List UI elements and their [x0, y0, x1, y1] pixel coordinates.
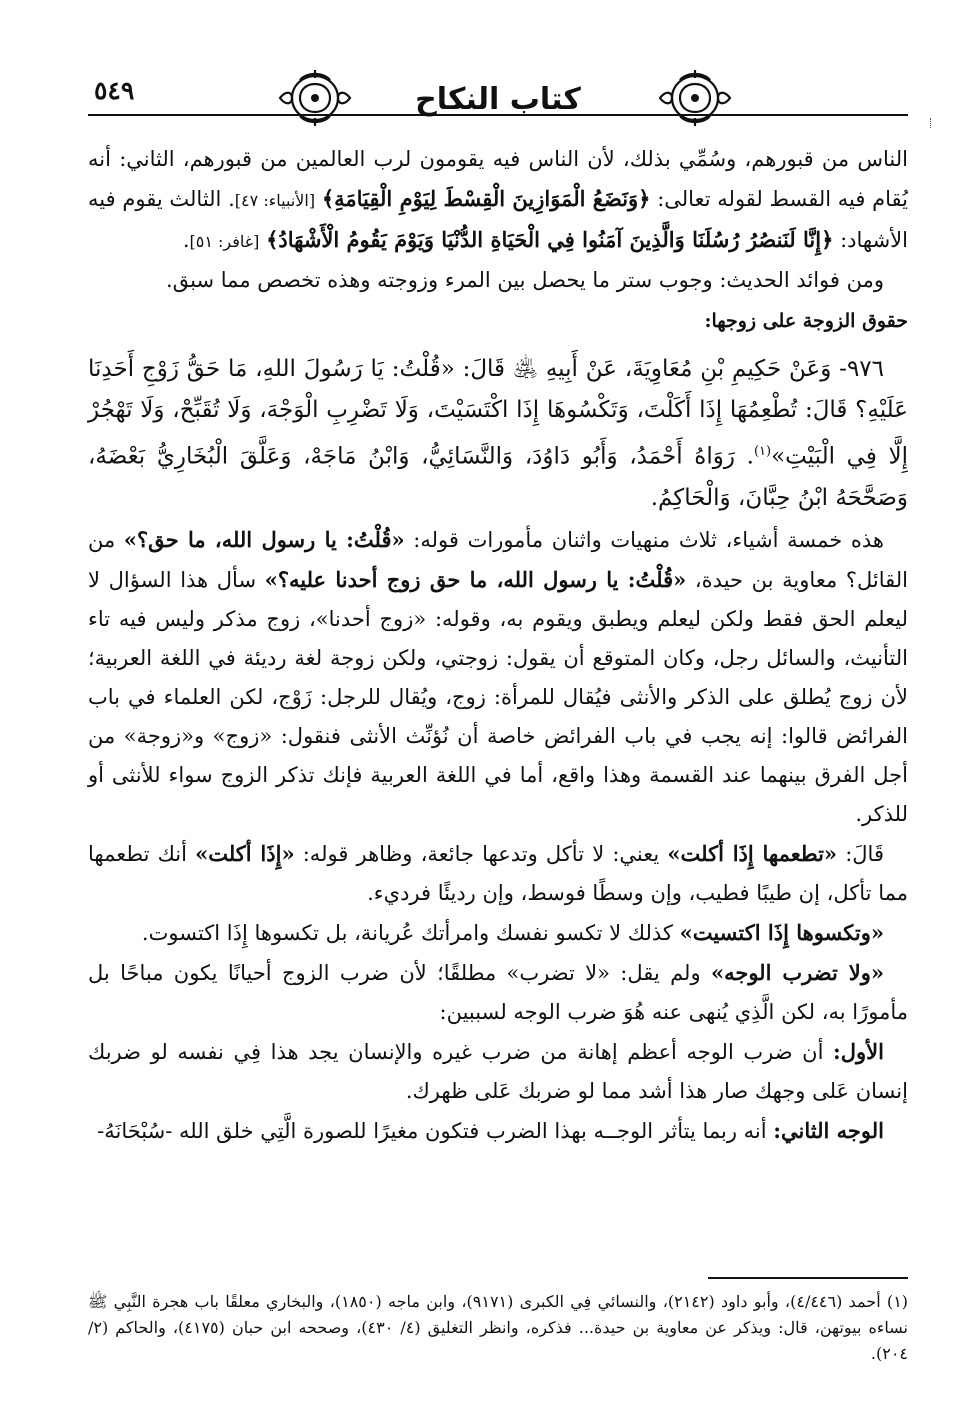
quran-ref-1: [الأنبياء: ٤٧] [234, 191, 316, 210]
intro-line-1: الناس من قبورهم، وسُمِّي بذلك، لأن الناس فيه يقومون لرب العالمين من قبورهم، الثاني: [119, 147, 908, 171]
commentary-text: قَالَ: [837, 841, 884, 866]
commentary-paragraph-4 [88, 953, 908, 1032]
commentary-text: من القائل؟ معاوية بن حيدة، [88, 527, 908, 592]
chapter-title: كتاب النكاح [415, 82, 581, 117]
arabesque-ornament-icon [278, 70, 352, 126]
commentary-text: أنه ربما يتأثر الوجــه بهذا الضرب فتكون مغيرًا للصورة الَّتِي خلق الله -سُبْحَانَهُ- [97, 1118, 774, 1143]
margin-mark [930, 118, 935, 128]
quoted-phrase: «ولا تضرب الوجه» [710, 959, 885, 985]
quoted-phrase: «قُلْتُ: يا رسول الله، ما حق؟» [123, 526, 405, 552]
commentary-paragraph-6 [88, 1111, 908, 1151]
footnote-1: (١) أحمد (٤/٤٤٦)، وأبو داود (٢١٤٢)، والنسائي فِي الكبرى (٩١٧١)، وابن ماجه (١٨٥٠)، والبخاري معلقًا باب هجرة النَّبِي ﷺ نساءه بيوتهن، قال: ويذكر عن معاوية بن حيدة... فذكره، وانظر التغليق (٤/ ٤٣٠)، وصححه ابن حبان (٤١٧٥)، والحاكم (٢/ ٢٠٤). [88, 1292, 909, 1363]
page-number: ٥٤٩ [94, 76, 135, 105]
arabesque-ornament-icon [658, 70, 732, 126]
commentary-text: ولم يقل: «لا تضرب» مطلقًا؛ لأن ضرب الزوج أحيانًا يكون مباحًا بل مأمورًا به، لكن الَّذِي يُنهى عنه هُوَ ضرب الوجه لسببين: [88, 960, 908, 1024]
commentary-text: كذلك لا تكسو نفسك وامرأتك عُريانة، بل تكسوها إِذَا اكتسوت. [141, 920, 680, 945]
point-label: الأول: [833, 1038, 884, 1064]
benefits-paragraph: ومن فوائد الحديث: وجوب ستر ما يحصل بين المرء وزوجته وهذه تخصص مما سبق. [165, 268, 884, 292]
intro-line-2-post: . الثالث يقوم فيه [88, 187, 235, 211]
commentary-paragraph-1 [88, 520, 908, 834]
quoted-phrase: «تطعمها إِذَا أكلت» [667, 840, 838, 866]
commentary-text: يعني: لا تأكل وتدعها جائعة، وظاهر قوله: [294, 841, 668, 866]
quran-ref-2: [غافر: ٥١] [189, 232, 260, 251]
quoted-phrase: «قُلْتُ: يا رسول الله، ما حق زوج أحدنا عليه؟» [264, 566, 687, 592]
footnote-marker[interactable]: (١) [753, 444, 772, 459]
intro-line-3-pre: الأشهاد: [833, 228, 908, 252]
main-text [88, 140, 908, 1151]
quran-verse-2: ﴿إِنَّا لَنَنصُرُ رُسُلَنَا وَالَّذِينَ آمَنُوا فِي الْحَيَاةِ الدُّنْيَا وَيَوْمَ يَقُومُ الْأَشْهَادُ﴾ [266, 227, 834, 252]
point-label: الوجه الثاني: [773, 1117, 884, 1143]
commentary-paragraph-3 [88, 913, 908, 953]
commentary-paragraph-5 [88, 1032, 908, 1111]
footnote-rule [708, 1277, 908, 1279]
section-heading: حقوق الزوجة على زوجها: [704, 310, 908, 332]
page-header [88, 62, 908, 134]
commentary-text: أن ضرب الوجه أعظم إهانة من ضرب غيره والإنسان يجد هذا فِي نفسه لو ضربك إنسان عَلى وجهك صار هذا أشد مما لو ضربك عَلى ظهرك. [88, 1039, 908, 1103]
commentary-paragraph-2 [88, 834, 908, 913]
intro-line-2-pre: أنه يُقام فيه القسط لقوله تعالى: [88, 147, 909, 211]
footnotes [88, 1289, 908, 1367]
hadith-source: . رَوَاهُ أَحْمَدُ، وَأَبُو دَاوُدَ، وَالنَّسَائِيُّ، وَابْنُ مَاجَهْ، وَعَلَّقَ الْبُخَارِيُّ بَعْضَهُ، وَصَحَّحَهُ ابْنُ حِبَّانَ، وَالْحَاكِمُ. [88, 443, 908, 511]
hadith-paragraph [88, 349, 908, 520]
header-rule [88, 114, 908, 116]
commentary-text: أنك تطعمها مما تأكل، إن طيبًا فطيب، وإن وسطًا فوسط، وإن رديئًا فرديء. [88, 841, 908, 905]
intro-line-3-post: . [182, 228, 190, 252]
intro-paragraph [88, 140, 908, 261]
hadith-text: ٩٧٦- وَعَنْ حَكِيمِ بْنِ مُعَاوِيَةَ، عَنْ أَبِيهِ ﵁ قَالَ: «قُلْتُ: يَا رَسُولَ اللهِ، مَا حَقُّ زَوْجِ أَحَدِنَا عَلَيْهِ؟ قَالَ: تُطْعِمُهَا إِذَا أَكَلْتَ، وَتَكْسُوهَا إِذَا اكْتَسَيْتَ، وَلَا تَضْرِبِ الْوَجْهَ، وَلَا تُقَبِّحْ، وَلَا تَهْجُرْ إِلَّا فِي الْبَيْتِ» [88, 356, 909, 470]
quoted-phrase: «إِذَا أكلت» [195, 840, 295, 866]
quran-verse-1: ﴿وَنَضَعُ الْمَوَازِينَ الْقِسْطَ لِيَوْمِ الْقِيَامَةِ﴾ [321, 186, 651, 211]
commentary-text: هذه خمسة أشياء، ثلاث منهيات واثنان مأمورات قوله: [404, 527, 885, 552]
commentary-text: سأل هذا السؤال لا ليعلم الحق فقط ولكن ليعلم ويطبق ويقوم به، وقوله: «زوج أحدنا»، زوج مذكر وليس فيه تاء التأنيث، والسائل رجل، وكان المتوقع أن يقول: زوجتي، ولكن زوجة لغة رديئة في اللغة العربية؛ لأن زوج يُطلق على الذكر والأنثى فيُقال للمرأة: زوج، ويُقال للرجل: زَوْج، لكن العلماء في باب الفرائض قالوا: إنه يجب في باب الفرائض خاصة أن نُؤنِّث الأنثى فنقول: «زوج» و«زوجة» من أجل الفرق بينهما عند القسمة وهذا واقع، أما في اللغة العربية فإنك تذكر الزوج سواء للأنثى أو للذكر. [88, 567, 908, 826]
quoted-phrase: «وتكسوها إِذَا اكتسيت» [679, 919, 884, 945]
